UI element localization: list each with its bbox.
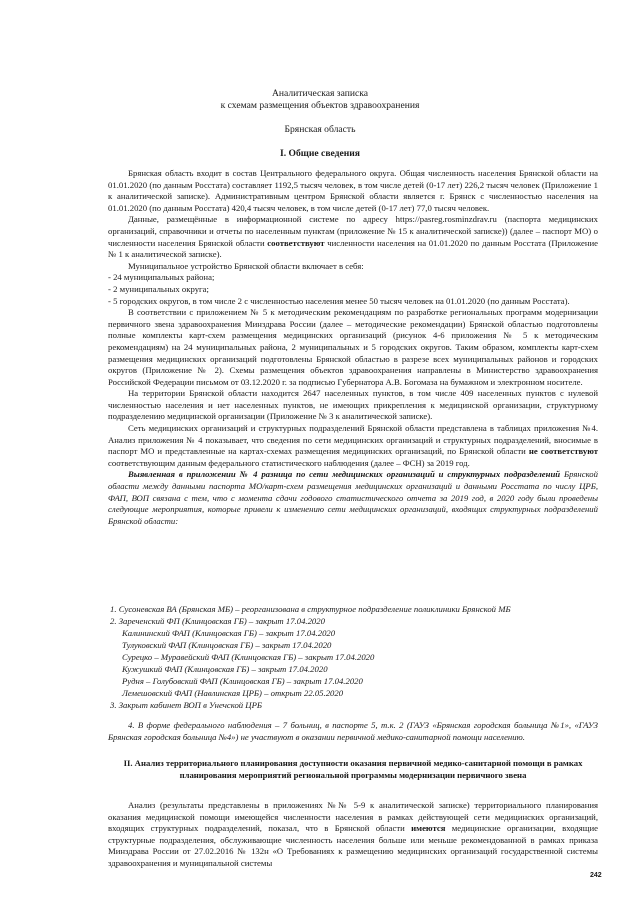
paragraph: 4. В форме федерального наблюдения – 7 больниц, в паспорте 5, т.к. 2 (ГАУЗ «Брянская городская больница №1», «ГАУЗ Брянская городская больница №4») не участвуют в оказании первичной медико-санитарной помощи населению. xyxy=(108,720,598,742)
section-2-body xyxy=(108,800,598,870)
text-run: медицинские организации, входящие структурные подразделения, обслуживающие численность населения больше или меньше рекомендованной в рамках приказа Минздрава России от 27.02.2016 № 132н «О Требованиях к размещению медицинских организаций государственной системы здравоохранения и муниципальной системы xyxy=(108,823,598,868)
list-item: Калининский ФАП (Клинцовская ГБ) – закрыт 17.04.2020 xyxy=(122,628,336,638)
page-number: 242 xyxy=(590,872,602,879)
emphasis: соответствуют xyxy=(267,237,325,248)
text-run: Анализ (результаты представлены в приложениях №№ 5-9 к аналитической записке) территориального планирования оказания медицинской помощи имеющейся численности населения в рамках действующей сети медицинских организаций, входящих структурных подразделений, показал, что в Брянской области xyxy=(108,800,598,834)
text-run: соответствующим данным федерального статистического наблюдения (далее – ФСН) за 2019 год. xyxy=(108,457,470,468)
document-title: Аналитическая записка xyxy=(271,88,369,99)
list-item: Сурецко – Муравейский ФАП (Клинцовская ГБ) – закрыт 17.04.2020 xyxy=(122,652,375,662)
note-paragraph xyxy=(108,720,598,743)
list-item: Лемешовский ФАП (Навлинская ЦРБ) – открыт 22.05.2020 xyxy=(122,688,344,698)
list-item: Тулуковский ФАП (Клинцовская ГБ) – закрыт 17.04.2020 xyxy=(122,640,332,650)
list-item: - 24 муниципальных района; xyxy=(108,272,215,283)
section-2-heading: II. Анализ территориального планирования доступности оказания первичной медико-санитарной помощи в рамках планирования мероприятий региональной программы модернизации первичного звена xyxy=(123,758,583,780)
list-item: 1. Сусоневская ВА (Брянская МБ) – реорганизована в структурное подразделение поликлиники Брянской МБ xyxy=(110,604,511,614)
paragraph xyxy=(108,423,598,469)
list-item: 2. Зареченский ФП (Клинцовская ГБ) – закрыт 17.04.2020 xyxy=(110,616,325,626)
paragraph xyxy=(108,214,598,260)
paragraph: Муниципальное устройство Брянской области включает в себя: xyxy=(128,260,364,271)
section-1-heading: I. Общие сведения xyxy=(279,148,360,159)
emphasis: имеются xyxy=(411,823,446,834)
region-name: Брянская область xyxy=(284,124,356,135)
text-run: численности населения на 01.01.2020 по данным Росстата (Приложение № 1 к аналитической записке). xyxy=(108,237,598,260)
list-item: - 5 городских округов, в том числе 2 с численностью населения менее 50 тысяч человек на 01.01.2020 (по данным Росстата). xyxy=(108,295,570,306)
text-run: Брянской области между данными паспорта МО/карт-схем размещения медицинских организаций и данными Росстата по числу ЦРБ, ФАП, ВОП связана с тем, что с момента сдачи годового статистического отчета за 2019 год, в 2020 году были проведены следующие мероприятия, которые привели к изменению сети медицинских организаций, входящих структурных подразделений Брянской области: xyxy=(108,469,598,526)
emphasis: Выявленная в приложении № 4 разница по сети медицинских организаций и структурных подразделений xyxy=(128,469,561,480)
paragraph xyxy=(108,469,598,527)
section-1-body xyxy=(108,168,598,527)
list-item: Рудня – Голубовский ФАП (Клинцовская ГБ) – закрыт 17.04.2020 xyxy=(122,676,363,686)
paragraph xyxy=(108,800,598,870)
text-run: Данные, размещённые в информационной системе по адресу https://pasreg.rosminzdrav.ru (паспорта медицинских организаций, справочники и отчеты по населенным пунктам (приложение № 15 к аналитической записке)) (далее – паспорт МО) о численности населения Брянской области xyxy=(108,214,598,248)
text-run: Сеть медицинских организаций и структурных подразделений Брянской области представлена в таблицах приложения №4. Анализ приложения № 4 показывает, что сведения по сети медицинских организаций и структурных подразделений, вносимые в паспорт МО и представленные на картах-схемах размещения медицинских организаций, по Брянской области xyxy=(108,423,598,457)
list-item: Кужушкий ФАП (Клинцовская ГБ) – закрыт 17.04.2020 xyxy=(122,664,328,674)
paragraph: На территории Брянской области находится 2647 населенных пунктов, в том числе 409 населенных пунктов с нулевой численностью населения и нет населенных пунктов, не имеющих прикрепления к медицинской организации, структурному подразделению медицинской организации (Приложение № 3 к аналитической записке). xyxy=(108,388,598,422)
paragraph: Брянская область входит в состав Центрального федерального округа. Общая численность населения Брянской области на 01.01.2020 (по данным Росстата) составляет 1192,5 тысяч человек, в том числе детей (0-17 лет) 226,2 тысяч человек (Приложение 1 к аналитической записке). Административным центром Брянской области является г. Брянск с численностью населения на 01.01.2020 (по данным Росстата) 420,4 тысяч человек, в том числе детей (0-17 лет) 77,0 тысяч человек. xyxy=(108,168,598,213)
list-item: 3. Закрыт кабинет ВОП в Унечской ЦРБ xyxy=(110,700,263,710)
document-subtitle: к схемам размещения объектов здравоохранения xyxy=(220,100,420,111)
paragraph: В соответствии с приложением № 5 к методическим рекомендациям по разработке региональных программ модернизации первичного звена здравоохранения Минздрава России (далее – методические рекомендации) Брянской областью подготовлены полные комплекты карт-схем размещения медицинских организаций (рисунок 4-6 приложения № 5 к методическим рекомендациям) на 24 муниципальных района, 2 муниципальных и 5 городских округов. Таким образом, комплекты карт-схем размещения медицинских организаций подготовлены Брянской областью в разрезе всех муниципальных районов и городских округов (Приложение № 2). Схемы размещения объектов здравоохранения направлены в Министерство здравоохранения Российской Федерации письмом от 03.12.2020 г. за подписью Губернатора А.В. Богомаза на бумажном и электронном носителе. xyxy=(108,307,598,387)
emphasis: не соответствуют xyxy=(528,446,598,457)
list-item: - 2 муниципальных округа; xyxy=(108,283,209,294)
